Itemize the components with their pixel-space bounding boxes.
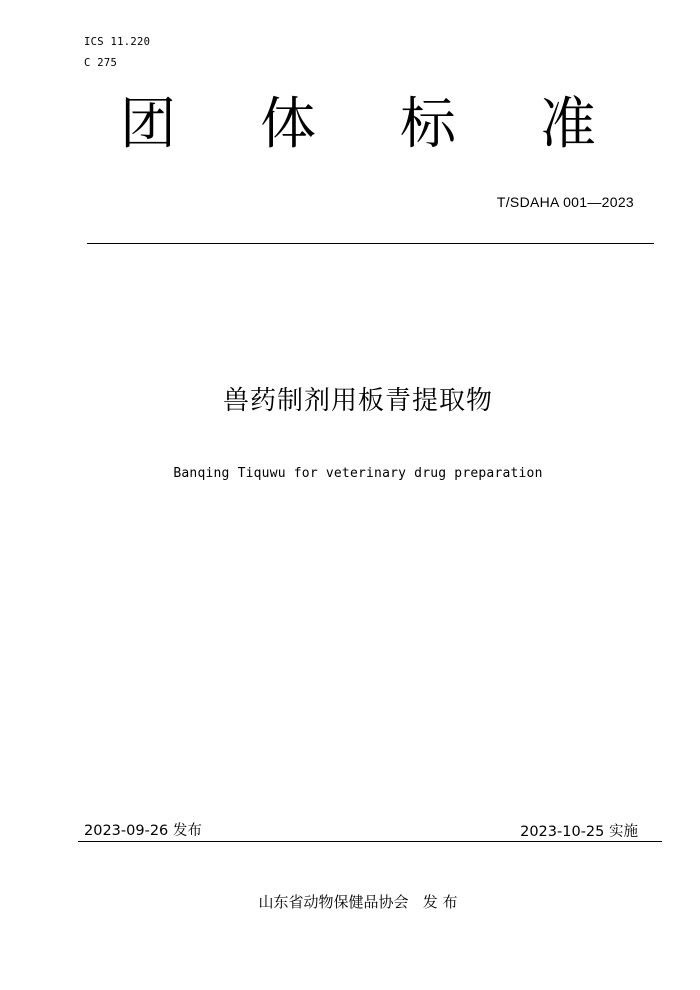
ccs-code: C 275 [84, 57, 118, 69]
document-title-en: Banqing Tiquwu for veterinary drug preparation [173, 466, 543, 481]
heading-char-3: 标 [400, 92, 456, 157]
effective-date: 2023-10-25 实施 [520, 824, 638, 840]
publisher: 山东省动物保健品协会 发 布 [258, 893, 458, 911]
publish-date: 2023-09-26 发布 [84, 823, 202, 839]
heading-char-1: 团 [120, 92, 176, 157]
top-divider [87, 243, 654, 244]
bottom-divider [78, 841, 662, 842]
standard-type-heading [120, 92, 600, 158]
ics-code: ICS 11.220 [84, 36, 151, 48]
standard-number: T/SDAHA 001—2023 [496, 194, 634, 210]
document-title-cn: 兽药制剂用板青提取物 [222, 386, 493, 416]
heading-char-2: 体 [260, 92, 316, 157]
heading-char-4: 准 [540, 92, 596, 157]
